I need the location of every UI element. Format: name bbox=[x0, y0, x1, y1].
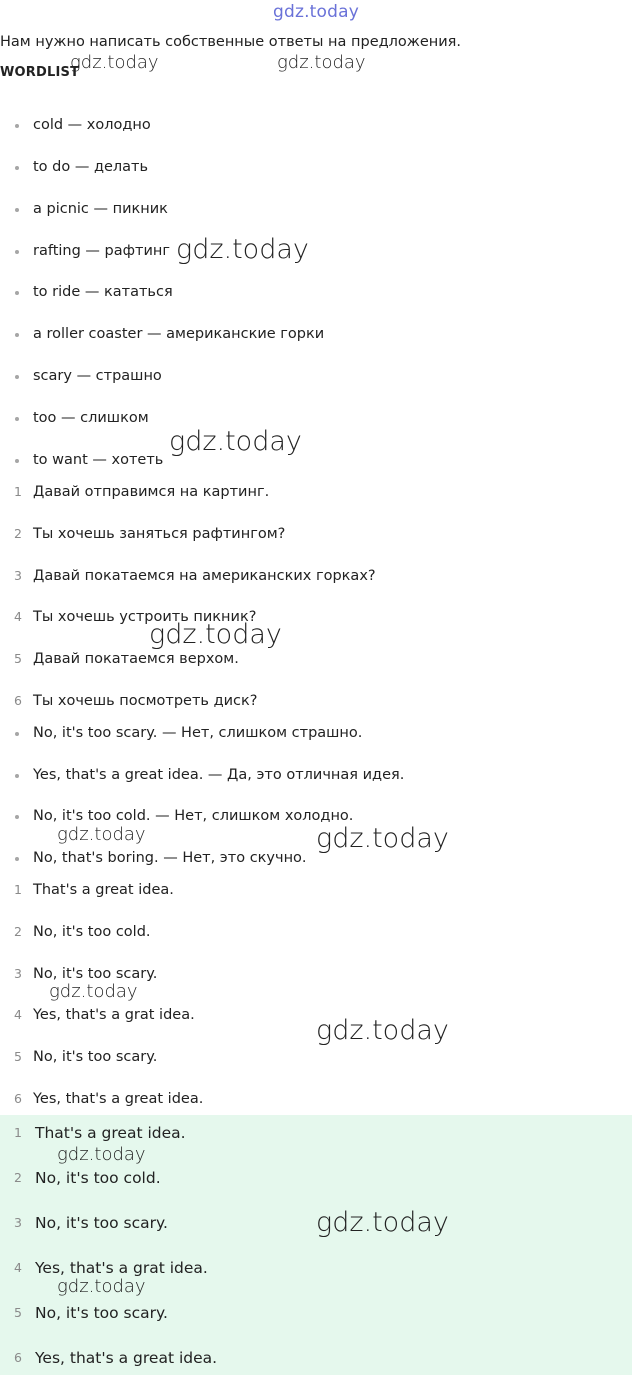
answer-text: No, it's too scary. bbox=[33, 966, 158, 982]
answer-text: That's a great idea. bbox=[33, 882, 174, 898]
phrase-text: No, it's too cold. — Нет, слишком холодно. bbox=[33, 808, 354, 824]
intro-text: Нам нужно написать собственные ответы на предложения. bbox=[0, 34, 462, 50]
bullet-icon bbox=[15, 250, 19, 254]
watermark: gdz.today bbox=[49, 981, 138, 1002]
item-number: 6 bbox=[14, 1091, 22, 1106]
item-number: 4 bbox=[14, 1007, 22, 1022]
watermark: gdz.today bbox=[176, 234, 309, 265]
wordlist-item-text: to ride — кататься bbox=[33, 284, 173, 300]
item-number: 1 bbox=[14, 1125, 22, 1140]
item-number: 6 bbox=[14, 1350, 22, 1365]
wordlist-item-text: to want — хотеть bbox=[33, 452, 164, 468]
watermark: gdz.today bbox=[70, 52, 159, 73]
watermark: gdz.today bbox=[149, 619, 282, 650]
bullet-icon bbox=[15, 857, 19, 861]
bullet-icon bbox=[15, 333, 19, 337]
answer-text: Yes, that's a grat idea. bbox=[33, 1007, 195, 1023]
final-answer-text: Yes, that's a great idea. bbox=[35, 1349, 218, 1367]
bullet-icon bbox=[15, 774, 19, 778]
phrase-text: No, it's too scary. — Нет, слишком страшно. bbox=[33, 725, 363, 741]
bullet-icon bbox=[15, 166, 19, 170]
answer-text: Yes, that's a great idea. bbox=[33, 1091, 204, 1107]
wordlist-item-text: a picnic — пикник bbox=[33, 201, 168, 217]
final-answer-text: Yes, that's a grat idea. bbox=[35, 1259, 208, 1277]
question-text: Давай покатаемся верхом. bbox=[33, 651, 239, 667]
item-number: 6 bbox=[14, 693, 22, 708]
item-number: 3 bbox=[14, 1215, 22, 1230]
bullet-icon bbox=[15, 291, 19, 295]
item-number: 5 bbox=[14, 1049, 22, 1064]
bullet-icon bbox=[15, 417, 19, 421]
question-text: Ты хочешь устроить пикник? bbox=[33, 609, 257, 625]
bullet-icon bbox=[15, 124, 19, 128]
wordlist-item-text: cold — холодно bbox=[33, 117, 151, 133]
watermark: gdz.today bbox=[57, 1276, 146, 1297]
final-answer-text: No, it's too cold. bbox=[35, 1169, 161, 1187]
question-text: Ты хочешь заняться рафтингом? bbox=[33, 526, 286, 542]
item-number: 2 bbox=[14, 526, 22, 541]
wordlist-item-text: a roller coaster — американские горки bbox=[33, 326, 325, 342]
item-number: 5 bbox=[14, 651, 22, 666]
item-number: 2 bbox=[14, 924, 22, 939]
watermark: gdz.today bbox=[277, 52, 366, 73]
watermark: gdz.today bbox=[57, 824, 146, 845]
phrase-text: No, that's boring. — Нет, это скучно. bbox=[33, 850, 307, 866]
site-logo[interactable]: gdz.today bbox=[272, 2, 360, 22]
item-number: 3 bbox=[14, 568, 22, 583]
watermark: gdz.today bbox=[316, 1015, 449, 1046]
item-number: 4 bbox=[14, 1260, 22, 1275]
bullet-icon bbox=[15, 459, 19, 463]
final-answer-text: No, it's too scary. bbox=[35, 1214, 168, 1232]
wordlist-item-text: rafting — рафтинг bbox=[33, 243, 170, 259]
item-number: 1 bbox=[14, 882, 22, 897]
watermark: gdz.today bbox=[316, 823, 449, 854]
watermark: gdz.today bbox=[57, 1144, 146, 1165]
question-text: Давай отправимся на картинг. bbox=[33, 484, 270, 500]
wordlist-item-text: too — слишком bbox=[33, 410, 149, 426]
phrase-text: Yes, that's a great idea. — Да, это отличная идея. bbox=[33, 767, 405, 783]
answer-text: No, it's too cold. bbox=[33, 924, 151, 940]
bullet-icon bbox=[15, 375, 19, 379]
item-number: 5 bbox=[14, 1305, 22, 1320]
answer-text: No, it's too scary. bbox=[33, 1049, 158, 1065]
final-answer-text: That's a great idea. bbox=[35, 1124, 186, 1142]
question-text: Ты хочешь посмотреть диск? bbox=[33, 693, 258, 709]
wordlist-item-text: scary — страшно bbox=[33, 368, 162, 384]
item-number: 1 bbox=[14, 484, 22, 499]
bullet-icon bbox=[15, 815, 19, 819]
final-answer-text: No, it's too scary. bbox=[35, 1304, 168, 1322]
bullet-icon bbox=[15, 208, 19, 212]
question-text: Давай покатаемся на американских горках? bbox=[33, 568, 376, 584]
item-number: 4 bbox=[14, 609, 22, 624]
item-number: 3 bbox=[14, 966, 22, 981]
wordlist-item-text: to do — делать bbox=[33, 159, 149, 175]
wordlist-title: WORDLIST bbox=[0, 65, 80, 80]
bullet-icon bbox=[15, 732, 19, 736]
item-number: 2 bbox=[14, 1170, 22, 1185]
watermark: gdz.today bbox=[169, 426, 302, 457]
watermark: gdz.today bbox=[316, 1207, 449, 1238]
